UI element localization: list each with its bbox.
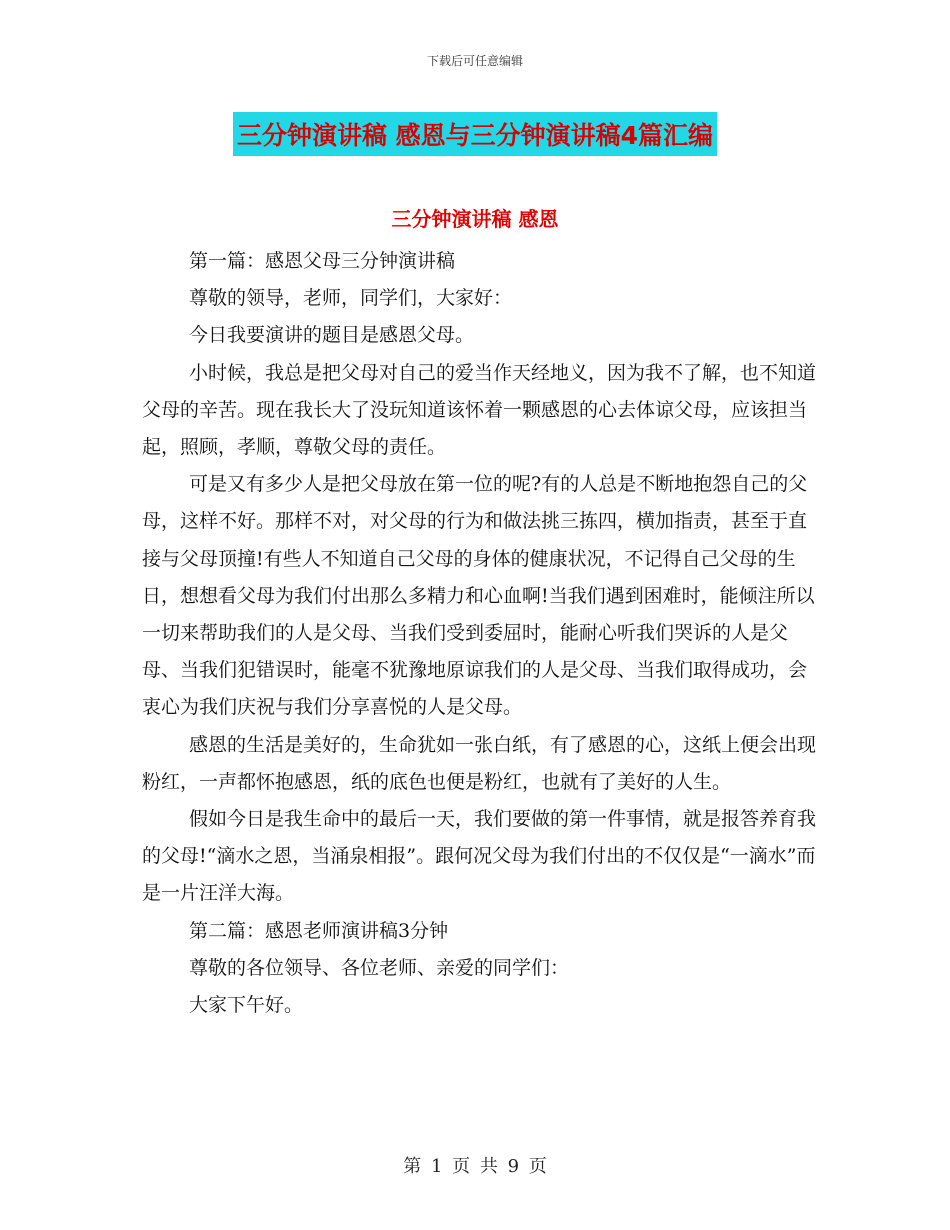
document-title: 三分钟演讲稿 感恩与三分钟演讲稿4篇汇编 bbox=[233, 112, 717, 156]
paragraph: 尊敬的各位领导、各位老师、亲爱的同学们： bbox=[189, 956, 570, 979]
section-subtitle: 三分钟演讲稿 感恩 bbox=[391, 207, 559, 231]
paragraph: 可是又有多少人是把父母放在第一位的呢?有的人总是不断地抱怨自己的父母，这样不好。那样不对，对父母的行为和做法挑三拣四，横加指责，甚至于直接与父母顶撞!有些人不知道自己父母的身体的健康状况，不记得自己父母的生日，想想看父母为我们付出那么多精力和心血啊!当我们遇到困难时，能倾注所以一切来帮助我们的人是父母、当我们受到委屈时，能耐心听我们哭诉的人是父母、当我们犯错误时，能毫不犹豫地原谅我们的人是父母、当我们取得成功，会衷心为我们庆祝与我们分享喜悦的人是父母。 bbox=[142, 473, 815, 719]
page-number: 第 1 页 共 9 页 bbox=[403, 1156, 547, 1177]
paragraph: 尊敬的领导，老师，同学们，大家好： bbox=[189, 287, 513, 310]
paragraph: 大家下午好。 bbox=[189, 994, 304, 1017]
page-header-note: 下载后可任意编辑 bbox=[426, 54, 523, 68]
document-title-block bbox=[0, 112, 950, 156]
paragraph: 今日我要演讲的题目是感恩父母。 bbox=[189, 324, 475, 347]
paragraph: 感恩的生活是美好的，生命犹如一张白纸，有了感恩的心，这纸上便会出现粉红，一声都怀抱感恩，纸的底色也便是粉红，也就有了美好的人生。 bbox=[142, 733, 817, 793]
paragraph: 小时候，我总是把父母对自己的爱当作天经地义，因为我不了解，也不知道父母的辛苦。现在我长大了没玩知道该怀着一颗感恩的心去体谅父母，应该担当起，照顾，孝顺，尊敬父母的责任。 bbox=[142, 361, 817, 459]
body-text bbox=[142, 243, 822, 1024]
paragraph: 第二篇：感恩老师演讲稿3分钟 bbox=[189, 919, 449, 942]
paragraph: 第一篇：感恩父母三分钟演讲稿 bbox=[189, 250, 456, 272]
paragraph: 假如今日是我生命中的最后一天，我们要做的第一件事情，就是报答养育我的父母!“滴水之恩，当涌泉相报”。跟何况父母为我们付出的不仅仅是“一滴水”而是一片汪洋大海。 bbox=[142, 808, 817, 905]
